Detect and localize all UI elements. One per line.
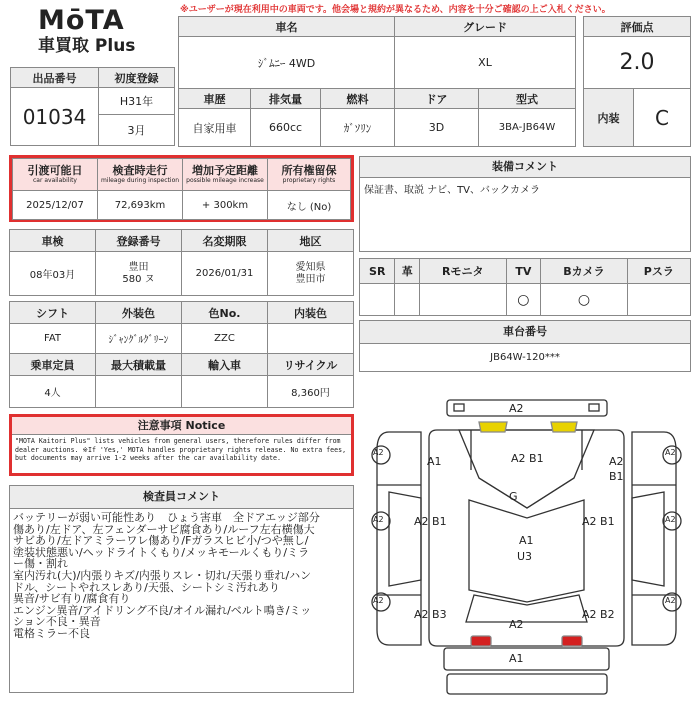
first-reg-label: 初度登録 bbox=[99, 68, 175, 88]
ownership-header: 所有権留保 proprietary rights bbox=[268, 159, 351, 191]
notice-header: 注意事項 Notice bbox=[12, 417, 351, 435]
dmg-right-a2b1: A2 B1 bbox=[582, 515, 615, 528]
comment-line: ション不良・異音 bbox=[13, 615, 101, 629]
chassis-box bbox=[359, 320, 691, 372]
doors: 3D bbox=[395, 109, 479, 147]
dmg-rear-a2: A2 bbox=[509, 618, 524, 631]
inspector-comments bbox=[10, 509, 353, 643]
car-table bbox=[178, 16, 576, 147]
notice-text: "MOTA Kaitori Plus" lists vehicles from general users, therefore rules differ from dealer auctions. ※If 'Yes,' MOTA handles proprietary rights release. No extra fees, but documents may arrive 1-2 weeks after the car availability date. bbox=[15, 437, 347, 462]
shaken: 08年03月 bbox=[10, 252, 96, 296]
car-name: ｼﾞﾑﾆｰ 4WD bbox=[179, 37, 395, 89]
colorno: ZZC bbox=[182, 324, 268, 354]
displacement: 660cc bbox=[251, 109, 321, 147]
namechange: 2026/01/31 bbox=[182, 252, 268, 296]
dmg-left-a1: A1 bbox=[427, 455, 442, 468]
opt-leather-label: 革 bbox=[395, 259, 419, 284]
comment-line: 傷あり/左ドア、左フェンダーサビ腐食あり/ルーフ左右横傷大 bbox=[13, 522, 315, 536]
comment-line: 室内汚れ(大)/内張りキズ/内張りスレ・切れ/天張り垂れ/ハン bbox=[13, 568, 312, 582]
dmg-left-a2b3: A2 B3 bbox=[414, 608, 447, 621]
car-damage-diagram bbox=[359, 390, 694, 700]
inspector-box bbox=[9, 485, 354, 693]
first-reg-month: 3月 bbox=[99, 115, 175, 146]
capacity: 4人 bbox=[10, 376, 96, 408]
mileage-increase-header: 増加予定距離 possible mileage increase bbox=[183, 159, 268, 191]
comment-line: エンジン異音/アイドリング不良/オイル漏れ/ベルト鳴き/ミッ bbox=[13, 603, 312, 617]
rating-score: 2.0 bbox=[584, 37, 691, 89]
dmg-rear-a1: A1 bbox=[509, 652, 524, 665]
comment-line: ドル、シートやれスレあり/天張、シートシミ汚れあり bbox=[13, 580, 280, 594]
registration-table bbox=[9, 229, 354, 296]
displacement-label: 排気量 bbox=[251, 89, 321, 109]
chassis-header: 車台番号 bbox=[360, 321, 690, 344]
notice-box bbox=[9, 414, 354, 476]
comment-line: 電格ミラー不良 bbox=[13, 626, 90, 640]
interior-label: 内装 bbox=[584, 89, 634, 147]
import-label: 輸入車 bbox=[182, 354, 268, 376]
dmg-wheel-rr: A2 bbox=[665, 596, 676, 605]
extcolor: ｼﾞｬﾝｸﾞﾙｸﾞﾘｰﾝ bbox=[96, 324, 182, 354]
first-reg-year: H31年 bbox=[99, 88, 175, 115]
opt-tv-label: TV bbox=[506, 259, 541, 284]
opt-tv: ○ bbox=[506, 284, 541, 316]
intcolor bbox=[268, 324, 354, 354]
area: 愛知県 豊田市 bbox=[268, 252, 354, 296]
opt-rmonitor bbox=[419, 284, 506, 316]
dmg-wheel-mr: A2 bbox=[665, 515, 676, 524]
top-warning-notice: ※ユーザーが現在利用中の車両です。他会場と規約が異なるため、内容を十分ご確認の上ご入札ください。 bbox=[180, 5, 611, 15]
dmg-roof-u3: U3 bbox=[517, 550, 533, 563]
history-label: 車歴 bbox=[179, 89, 251, 109]
grade: XL bbox=[395, 37, 576, 89]
comment-line: サビあり/左ドアミラーワレ傷あり/Fガラスヒビ小/つや無し/ bbox=[13, 534, 309, 548]
recycle-label: リサイクル bbox=[268, 354, 354, 376]
logo-sub: 車買取 Plus bbox=[38, 36, 136, 56]
fuel: ｶﾞｿﾘﾝ bbox=[321, 109, 395, 147]
inspector-header: 検査員コメント bbox=[10, 486, 353, 509]
avail-date-header: 引渡可能日 car availability bbox=[13, 159, 98, 191]
plate-label: 登録番号 bbox=[96, 230, 182, 252]
load bbox=[96, 376, 182, 408]
shift-label: シフト bbox=[10, 302, 96, 324]
comment-line: バッテリーが弱い可能性あり ひょう害車 全ドアエッジ部分 bbox=[13, 511, 320, 524]
opt-bcamera-label: Bカメラ bbox=[541, 259, 627, 284]
fuel-label: 燃料 bbox=[321, 89, 395, 109]
extcolor-label: 外装色 bbox=[96, 302, 182, 324]
dmg-right-b1: B1 bbox=[609, 470, 624, 483]
options-table bbox=[359, 258, 691, 316]
car-name-label: 車名 bbox=[179, 17, 395, 37]
dmg-g: G bbox=[509, 490, 518, 503]
mileage-header: 検査時走行 mileage during inspection bbox=[98, 159, 183, 191]
equipment-header: 装備コメント bbox=[360, 157, 690, 178]
dmg-left-a2b1: A2 B1 bbox=[414, 515, 447, 528]
colorno-label: 色No. bbox=[182, 302, 268, 324]
listing-table bbox=[10, 67, 175, 146]
ownership: なし (No) bbox=[268, 191, 351, 220]
interior-grade: C bbox=[634, 89, 691, 147]
opt-leather bbox=[395, 284, 419, 316]
comment-line: ー傷・割れ bbox=[13, 557, 68, 571]
opt-bcamera: ○ bbox=[541, 284, 627, 316]
dmg-wheel-fl: A2 bbox=[373, 448, 384, 457]
rating-label: 評価点 bbox=[584, 17, 691, 37]
recycle: 8,360円 bbox=[268, 376, 354, 408]
grade-label: グレード bbox=[395, 17, 576, 37]
dmg-roof-a1: A1 bbox=[519, 534, 534, 547]
namechange-label: 名変期限 bbox=[182, 230, 268, 252]
doors-label: ドア bbox=[395, 89, 479, 109]
dmg-top: A2 bbox=[509, 402, 524, 415]
chassis-number: JB64W-120*** bbox=[490, 352, 560, 363]
dmg-wheel-ml: A2 bbox=[373, 515, 384, 524]
import bbox=[182, 376, 268, 408]
shaken-label: 車検 bbox=[10, 230, 96, 252]
capacity-label: 乗車定員 bbox=[10, 354, 96, 376]
comment-line: 塗装状態悪い/ヘッドライトくもり/メッキモールくもり/ミラ bbox=[13, 545, 310, 559]
dmg-front: A2 B1 bbox=[511, 452, 544, 465]
equipment-box bbox=[359, 156, 691, 252]
intcolor-label: 内装色 bbox=[268, 302, 354, 324]
opt-sr-label: SR bbox=[360, 259, 395, 284]
opt-pslide-label: Pスラ bbox=[627, 259, 690, 284]
plate: 豊田 580 ヌ bbox=[96, 252, 182, 296]
equipment-text: 保証書、取説 ナビ、TV、バックカメラ bbox=[364, 185, 541, 196]
area-label: 地区 bbox=[268, 230, 354, 252]
listing-no-label: 出品番号 bbox=[11, 68, 99, 88]
dmg-wheel-fr: A2 bbox=[665, 448, 676, 457]
model-label: 型式 bbox=[479, 89, 576, 109]
availability-table bbox=[12, 158, 351, 220]
dmg-wheel-rl: A2 bbox=[373, 596, 384, 605]
history: 自家用車 bbox=[179, 109, 251, 147]
mileage: 72,693km bbox=[98, 191, 183, 220]
spec-table bbox=[9, 301, 354, 408]
shift: FAT bbox=[10, 324, 96, 354]
mota-logo bbox=[38, 6, 158, 56]
dmg-right-a2: A2 bbox=[609, 455, 624, 468]
comment-line: 異音/サビ有り/腐食有り bbox=[13, 592, 131, 606]
mileage-increase: + 300km bbox=[183, 191, 268, 220]
listing-no: 01034 bbox=[11, 88, 99, 146]
avail-date: 2025/12/07 bbox=[13, 191, 98, 220]
model: 3BA-JB64W bbox=[479, 109, 576, 147]
rating-table bbox=[583, 16, 691, 147]
opt-pslide bbox=[627, 284, 690, 316]
load-label: 最大積載量 bbox=[96, 354, 182, 376]
opt-rmonitor-label: Rモニタ bbox=[419, 259, 506, 284]
dmg-right-a2b2: A2 B2 bbox=[582, 608, 615, 621]
opt-sr bbox=[360, 284, 395, 316]
logo-main: MōTA bbox=[38, 5, 125, 36]
